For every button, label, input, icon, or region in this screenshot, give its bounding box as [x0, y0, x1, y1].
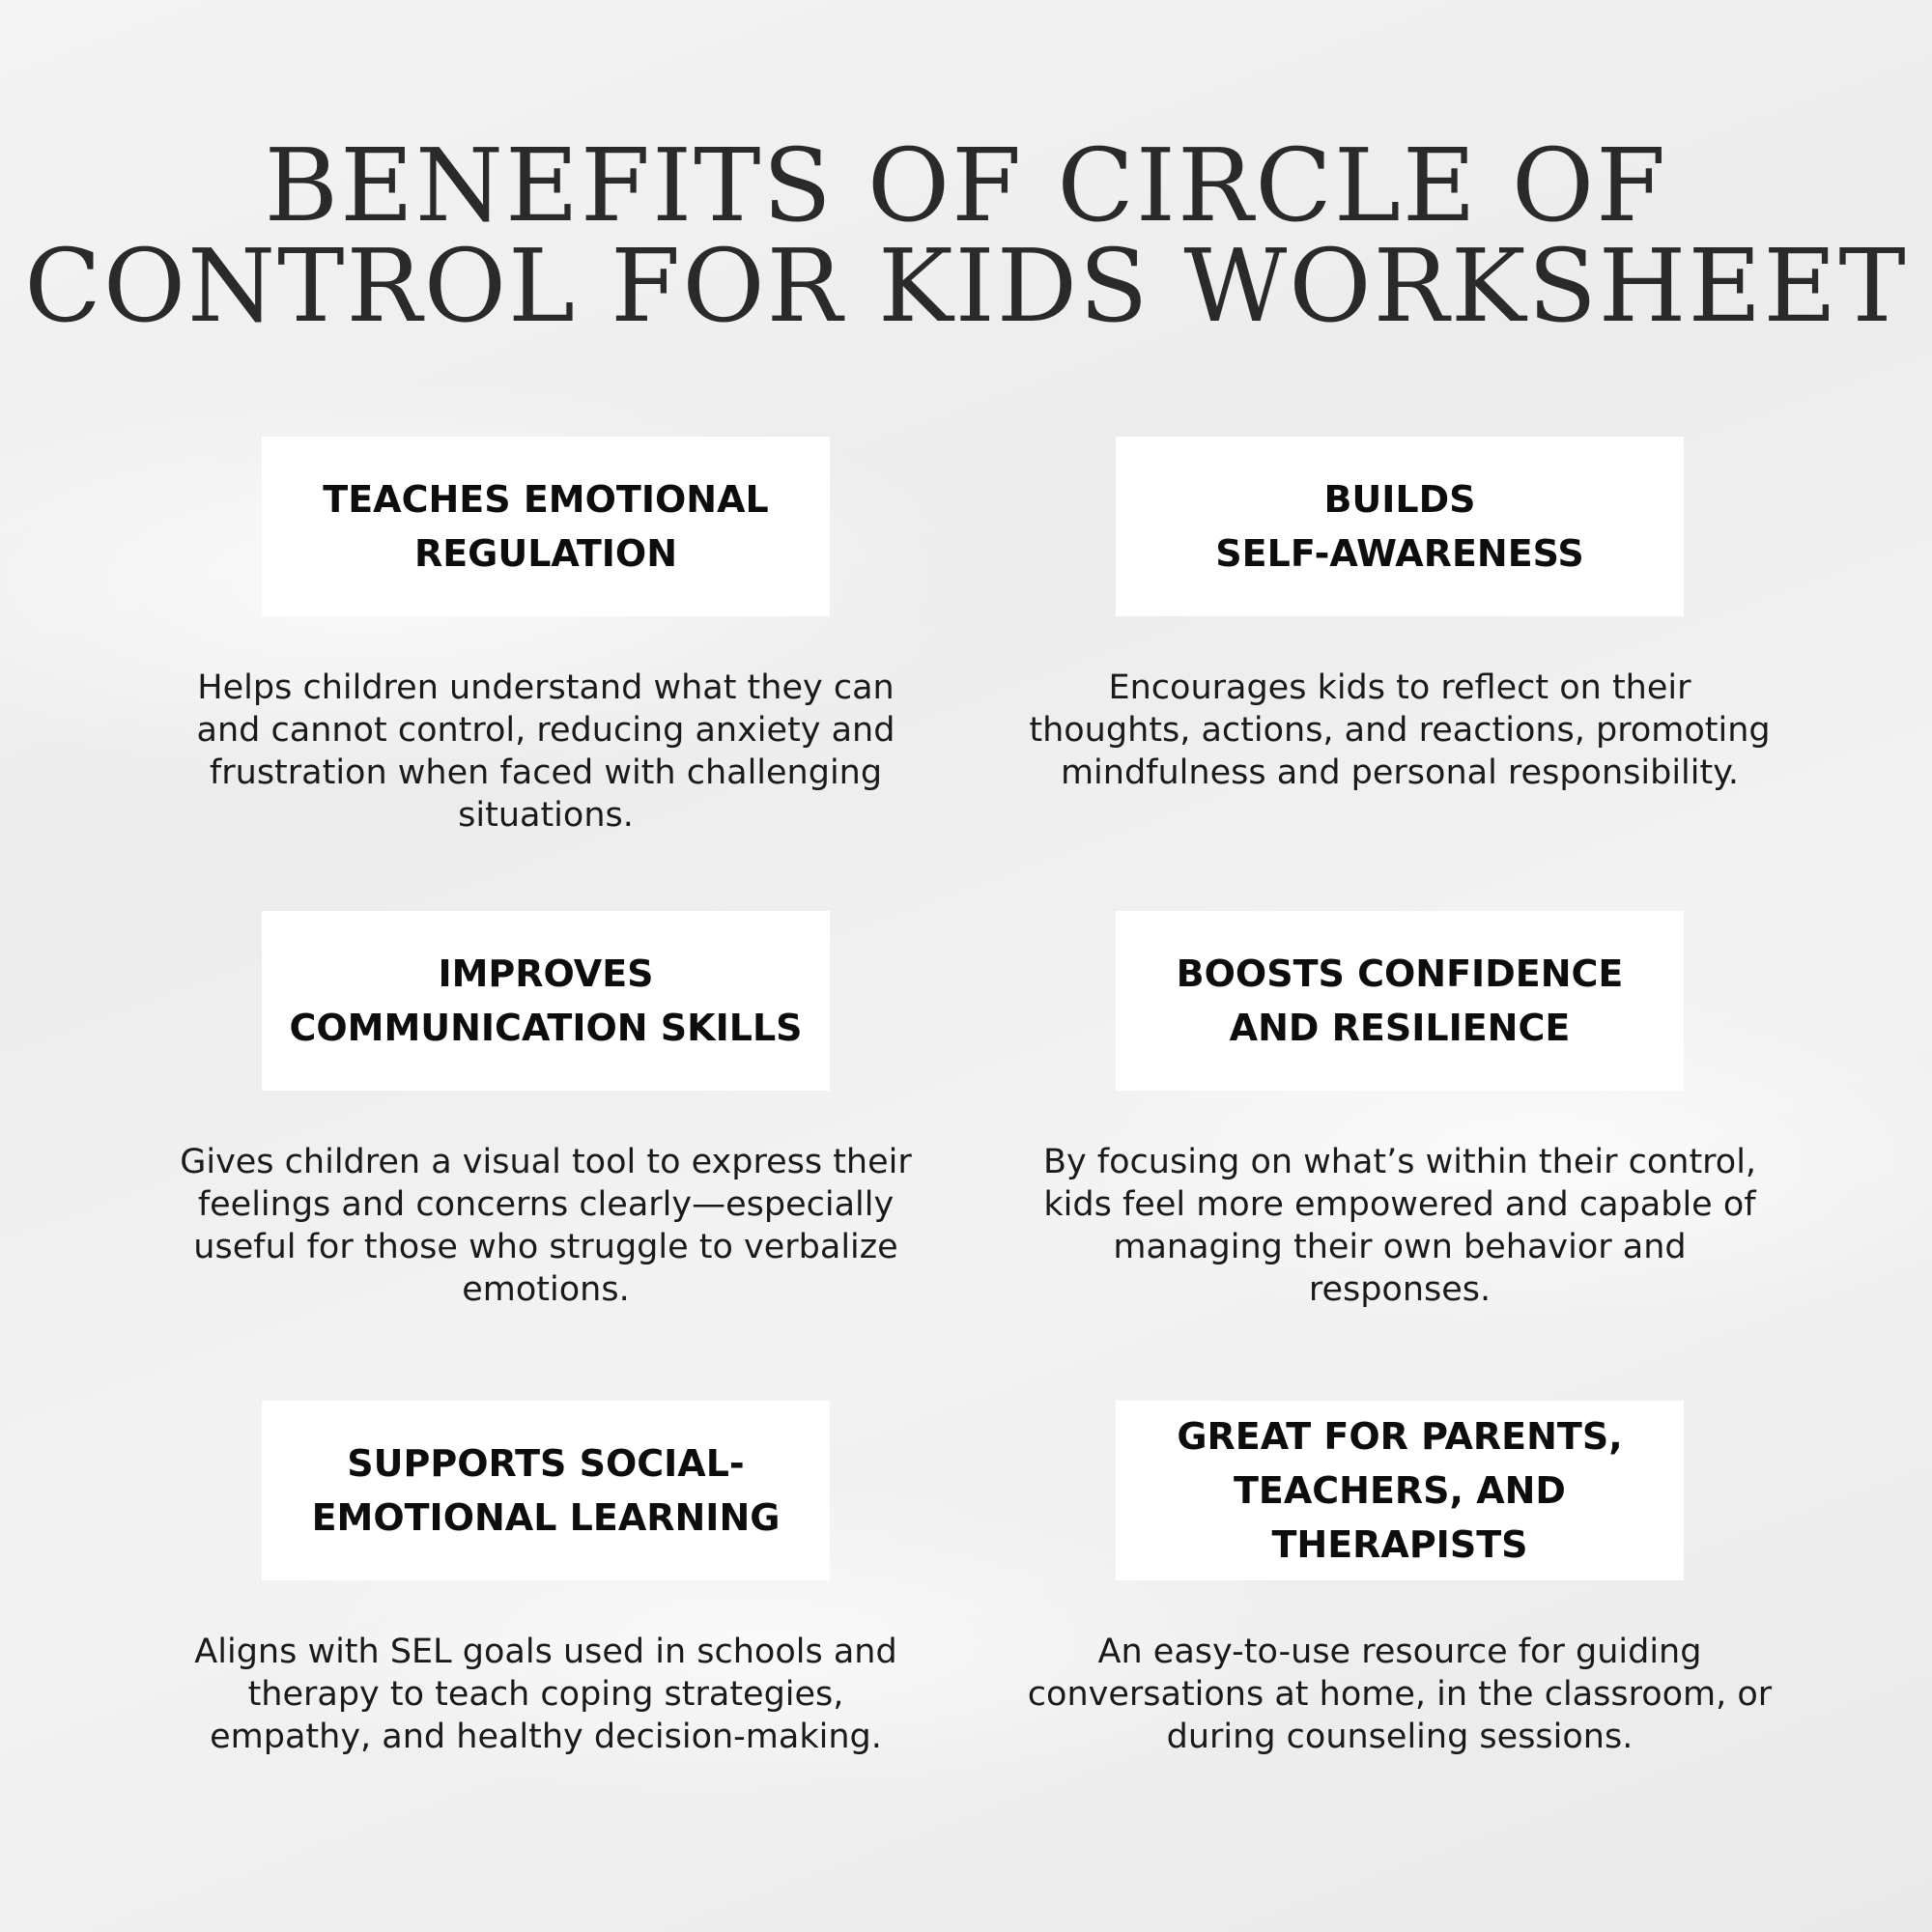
benefit-heading-line: EMOTIONAL LEARNING	[311, 1496, 781, 1539]
benefit-description	[130, 667, 961, 837]
benefit-description-line: responses.	[1308, 1270, 1492, 1309]
benefit-heading	[1215, 472, 1583, 581]
benefit-heading-line: SUPPORTS SOCIAL-	[347, 1442, 745, 1485]
benefit-description-line: mindfulness and personal responsibility.	[1060, 753, 1740, 792]
benefit-card-confidence-resilience	[1116, 911, 1684, 1091]
benefit-card-self-awareness	[1116, 437, 1684, 616]
benefit-description-line: Helps children understand what they can	[197, 668, 895, 707]
benefit-heading-line: IMPROVES	[438, 952, 654, 995]
benefit-heading-line: COMMUNICATION SKILLS	[289, 1007, 803, 1049]
benefit-heading-line: BOOSTS CONFIDENCE	[1176, 952, 1624, 995]
benefit-description-line: situations.	[458, 796, 634, 835]
page-title-line: BENEFITS OF CIRCLE OF	[264, 127, 1668, 244]
benefit-card-social-emotional-learning	[262, 1401, 830, 1580]
benefit-description-line: therapy to teach coping strategies,	[247, 1675, 844, 1714]
benefit-description-line: By focusing on what’s within their control,	[1042, 1143, 1757, 1181]
benefit-heading-line: BUILDS	[1323, 478, 1476, 521]
benefit-description-line: empathy, and healthy decision-making.	[210, 1718, 882, 1756]
benefit-description	[984, 1631, 1815, 1758]
page-title-line: CONTROL FOR KIDS WORKSHEET	[24, 227, 1908, 345]
benefit-description-line: Encourages kids to reflect on their	[1108, 668, 1691, 707]
benefit-heading-line: AND RESILIENCE	[1229, 1007, 1571, 1049]
benefit-description	[130, 1631, 961, 1758]
benefit-heading	[312, 1436, 781, 1545]
benefit-description-line: Aligns with SEL goals used in schools and	[194, 1633, 897, 1671]
benefit-heading	[289, 947, 802, 1055]
benefit-description-line: An easy-to-use resource for guiding	[1097, 1633, 1702, 1671]
benefit-description-line: frustration when faced with challenging	[209, 753, 883, 792]
benefit-card-communication-skills	[262, 911, 830, 1091]
benefit-description-line: conversations at home, in the classroom, or	[1027, 1675, 1773, 1714]
benefit-card-parents-teachers-therapists	[1116, 1401, 1684, 1580]
benefit-description	[984, 667, 1815, 794]
benefit-heading-line: TEACHES EMOTIONAL	[323, 478, 769, 521]
benefit-heading-line: SELF-AWARENESS	[1215, 532, 1584, 575]
benefit-heading	[1177, 947, 1624, 1055]
benefit-description-line: thoughts, actions, and reactions, promoting	[1029, 711, 1771, 750]
benefit-heading-line: GREAT FOR PARENTS,	[1177, 1415, 1623, 1458]
benefit-card-emotional-regulation	[262, 437, 830, 616]
page-title	[0, 127, 1932, 345]
benefit-heading-line: TEACHERS, AND	[1233, 1469, 1566, 1512]
benefit-description-line: managing their own behavior and	[1113, 1228, 1687, 1266]
benefit-description-line: emotions.	[462, 1270, 630, 1309]
benefit-description-line: during counseling sessions.	[1166, 1718, 1634, 1756]
benefit-description-line: Gives children a visual tool to express their	[180, 1143, 912, 1181]
benefit-description-line: useful for those who struggle to verbalize	[193, 1228, 898, 1266]
benefit-heading	[1177, 1409, 1622, 1572]
benefit-heading	[323, 472, 768, 581]
benefit-description	[130, 1141, 961, 1311]
benefit-description-line: feelings and concerns clearly—especially	[197, 1185, 895, 1224]
benefit-description	[984, 1141, 1815, 1311]
benefit-description-line: and cannot control, reducing anxiety and	[196, 711, 895, 750]
benefit-description-line: kids feel more empowered and capable of	[1043, 1185, 1756, 1224]
benefit-heading-line: REGULATION	[413, 532, 678, 575]
benefit-heading-line: THERAPISTS	[1271, 1523, 1528, 1566]
